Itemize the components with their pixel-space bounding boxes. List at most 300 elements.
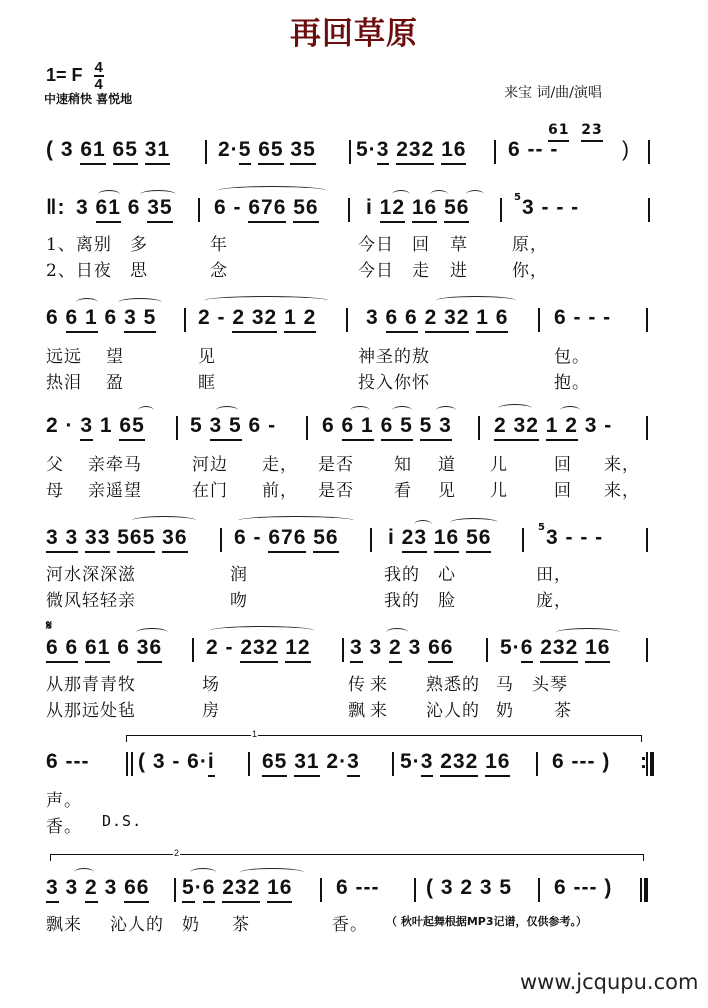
song-title: 再回草原 (290, 16, 418, 52)
lyric: 2、日夜 (46, 261, 112, 281)
measure: ( 3 2 3 5 (426, 876, 513, 899)
note-group: 232 (540, 636, 578, 663)
lyrics-line (46, 696, 572, 721)
barline (220, 528, 222, 552)
lyric: 香。 (46, 817, 82, 837)
barline (306, 416, 308, 440)
lyric: 前， (262, 481, 298, 501)
note-group: 2 (85, 876, 98, 903)
lyric: 沁人的 (110, 915, 164, 935)
lyrics-line (46, 586, 572, 611)
note-group: i (208, 750, 215, 777)
barline (500, 198, 502, 222)
note-group: 676 (248, 196, 286, 223)
note-group: 5 (239, 138, 252, 165)
lyric: 看 (394, 481, 412, 501)
volta-bracket-2 (50, 848, 644, 861)
note-group: 3 (377, 138, 390, 165)
watermark: www.jcqupu.com (520, 970, 699, 994)
measure (400, 750, 510, 774)
measure: 6 --- ) (552, 750, 611, 773)
measure (46, 414, 145, 438)
note-group: 56 (313, 526, 338, 553)
slur (190, 868, 216, 877)
slur (210, 626, 314, 635)
barline (648, 140, 650, 164)
barline (248, 752, 250, 776)
slur (350, 406, 370, 415)
note-group: 36 (137, 636, 162, 663)
note-group: 3 (401, 636, 429, 659)
note-group: 2 (389, 636, 402, 663)
note-group: · (194, 876, 203, 899)
lyric: 母 (46, 481, 64, 501)
lyric: 我的 (384, 591, 420, 611)
note-group: 3 5 (124, 306, 156, 333)
note-group: 232 (222, 876, 260, 903)
slur (556, 628, 620, 637)
time-numerator: 4 (94, 59, 103, 76)
note-group: 5· (500, 636, 521, 659)
lyric: 眶 (198, 373, 216, 393)
note-group: 16 (441, 138, 466, 165)
barline (192, 638, 194, 662)
slur (118, 298, 162, 307)
note-group: 3 5 (210, 414, 242, 441)
note-group: 6 6 (46, 636, 78, 663)
measure (46, 526, 188, 550)
barline (522, 528, 524, 552)
lyrics-line (46, 256, 548, 281)
staff-row-1 (0, 122, 708, 178)
note-group: 66 (428, 636, 453, 663)
measure (76, 196, 173, 220)
lyric: 吻 (230, 591, 248, 611)
note-group: 36 (162, 526, 187, 553)
note-group: 3 (97, 876, 125, 899)
lyric: 马 (496, 675, 514, 695)
lyric: 见 (438, 481, 456, 501)
slur (466, 190, 484, 199)
lyric: 奶 (182, 915, 200, 935)
lyric: 头琴 (532, 675, 568, 695)
lyric: 进 (450, 261, 468, 281)
slur (238, 516, 354, 525)
lyric: 是否 (318, 481, 354, 501)
measure (138, 750, 215, 774)
note-group: 565 (117, 526, 155, 553)
note-group: 3 (350, 636, 363, 663)
barline (205, 140, 207, 164)
slur (218, 186, 326, 195)
repeat-start-sign: ‖: (46, 196, 66, 219)
note-group: 65 (113, 138, 138, 165)
barline (176, 416, 178, 440)
note-group: ( 3 (46, 138, 81, 161)
note-group: 3 (80, 414, 93, 441)
lyric: 走， (262, 455, 298, 475)
note-group: 23 (402, 526, 427, 553)
barline (414, 878, 416, 902)
lyric: 微风轻轻亲 (46, 591, 136, 611)
lyric: 年 (210, 235, 228, 255)
measure (198, 306, 316, 330)
lyric: 房 (202, 701, 220, 721)
slur (450, 518, 498, 527)
barline (646, 308, 648, 332)
note-group: 2 - (198, 306, 233, 329)
volta-bracket-1 (126, 729, 642, 742)
note-group: 31 (145, 138, 170, 165)
slur (138, 406, 154, 415)
note-group: 232 (240, 636, 278, 663)
note-group: 16 (267, 876, 292, 903)
note-group: 6 1 (66, 306, 98, 333)
note-group: 5 3 (420, 414, 452, 441)
lyric: 儿 (490, 481, 508, 501)
staff-row-3 (0, 306, 708, 346)
close-paren: ) (622, 138, 630, 161)
barline (648, 198, 650, 222)
measure (190, 414, 276, 438)
note-group: 2 · (46, 414, 81, 437)
lyric: 亲牵马 (88, 455, 142, 475)
lyrics-line (46, 342, 590, 367)
measure (182, 876, 292, 900)
note-group: 61 (96, 196, 121, 223)
note-group: i (388, 526, 402, 549)
note-group: ( 3 - 6· (138, 750, 208, 773)
slur (204, 296, 328, 305)
measure (366, 306, 508, 330)
measure (214, 196, 319, 220)
barline (392, 752, 394, 776)
note-group: 3 3 (46, 526, 78, 553)
tempo-marking: 中速稍快 喜悦地 (44, 92, 133, 106)
lyric: 抱。 (554, 373, 590, 393)
lyric: 我的 (384, 565, 420, 585)
note-group: 3 (366, 306, 386, 329)
lyrics-line (46, 476, 640, 501)
lyric: 传 (348, 675, 366, 695)
slur (560, 406, 580, 415)
note-group: 56 (293, 196, 318, 223)
barline (198, 198, 200, 222)
lyrics-line (46, 230, 548, 255)
measure (388, 526, 491, 550)
lyric: 父 (46, 455, 64, 475)
slur (140, 190, 176, 199)
note-group: 3 (362, 636, 390, 659)
note-group: 12 (380, 196, 405, 223)
measure (350, 636, 453, 660)
lyric: 思 (130, 261, 148, 281)
barline (349, 140, 351, 164)
slur (392, 406, 412, 415)
lyric: 1、离别 (46, 235, 112, 255)
lyric: 今日 (358, 261, 394, 281)
note-group: 31 (294, 750, 319, 777)
volta-label: 2 (174, 848, 180, 858)
measure (500, 636, 610, 660)
lyric: 儿 (490, 455, 508, 475)
lyric: 是否 (318, 455, 354, 475)
note-group: 6 (521, 636, 534, 663)
slur (430, 190, 448, 199)
note-group: 3 (76, 196, 96, 219)
note-group: 2 32 (232, 306, 277, 333)
lyrics-line (46, 450, 640, 475)
note-group: 232 (440, 750, 478, 777)
slur (74, 868, 94, 877)
slur (498, 404, 532, 413)
note-group: 6 (120, 196, 148, 219)
final-barline (640, 878, 648, 902)
volta-label: 1 (252, 729, 258, 739)
lyric: 奶 (496, 701, 514, 721)
measure: 3 - - - (522, 196, 580, 219)
barline (348, 198, 350, 222)
repeat-end-dots: : (640, 750, 648, 773)
credit: 来宝 词/曲/演唱 (504, 85, 602, 101)
note-group: 5· (356, 138, 377, 161)
note-group: 1 2 (546, 414, 578, 441)
staff-row-7 (0, 750, 708, 790)
barline (346, 308, 348, 332)
barline (646, 416, 648, 440)
lyric: 盈 (106, 373, 124, 393)
note-group: 56 (444, 196, 469, 223)
lyric: 茶 (554, 701, 572, 721)
note-group: 3 (347, 750, 360, 777)
slur (98, 190, 120, 199)
lyric: 草 (450, 235, 468, 255)
note-group: 3 (421, 750, 434, 777)
lyric: 脸 (438, 591, 456, 611)
note-group: 65 (258, 138, 283, 165)
note-group: 6 (97, 306, 125, 329)
lyrics-line (46, 560, 572, 585)
measure: 6 --- ) (554, 876, 613, 899)
note-group: 12 (285, 636, 310, 663)
note-group: 6 -- - (508, 138, 559, 161)
note-group: 1 (93, 414, 120, 437)
staff-row-4 (0, 414, 708, 454)
note-group: 35 (147, 196, 172, 223)
lyric: 庞， (536, 591, 572, 611)
note-group: 16 (412, 196, 437, 223)
note-group: 1 6 (476, 306, 508, 333)
repeat-end-barline (646, 752, 654, 776)
lyric: 场 (202, 675, 220, 695)
slur (216, 406, 238, 415)
measure (46, 636, 162, 660)
slur (76, 298, 98, 307)
barline (538, 308, 540, 332)
lyric: 来 (370, 675, 388, 695)
note-group: 16 (485, 750, 510, 777)
lyric: 心 (438, 565, 456, 585)
measure: 6 --- (336, 876, 380, 899)
note-group: 2 32 (425, 306, 470, 333)
segno-sign: 𝄋 (46, 618, 54, 634)
note-group: 65 (119, 414, 144, 441)
grace-group: 61 (548, 122, 569, 142)
note-group: 2· (319, 750, 348, 773)
lyric: 念 (210, 261, 228, 281)
grace-note: 5 (538, 522, 546, 533)
lyric: 河边 (192, 455, 228, 475)
slur (132, 516, 196, 525)
measure (46, 138, 170, 162)
note-group: 232 (396, 138, 434, 165)
grace-group: 23 (581, 122, 602, 142)
lyric: 来， (604, 455, 640, 475)
lyric: 道 (438, 455, 456, 475)
lyric: 田， (536, 565, 572, 585)
note-group: 1 2 (284, 306, 316, 333)
slur (392, 190, 410, 199)
lyric: 从那远处毡 (46, 701, 136, 721)
note-group: 6 (110, 636, 137, 659)
lyric: 回 (554, 481, 572, 501)
lyric: 从那青青牧 (46, 675, 136, 695)
note-group: 33 (85, 526, 110, 553)
note-group: 6 6 (386, 306, 418, 333)
lyric: 今日 (358, 235, 394, 255)
lyric: 远远 (46, 347, 82, 367)
lyric: 原， (512, 235, 548, 255)
lyric: 熟悉的 (426, 675, 480, 695)
measure (46, 876, 149, 900)
note-group: 5· (400, 750, 421, 773)
note-group: 2 32 (494, 414, 539, 441)
time-denominator: 4 (94, 76, 103, 93)
barline (486, 638, 488, 662)
barline (184, 308, 186, 332)
time-signature (94, 60, 104, 92)
measure: 6 --- (46, 750, 90, 773)
lyric: 香。 (332, 915, 368, 935)
lyric: 润 (230, 565, 248, 585)
measure (46, 306, 156, 330)
barline (538, 878, 540, 902)
slur (240, 868, 304, 877)
measure (234, 526, 339, 550)
note-group: 56 (466, 526, 491, 553)
slur (136, 628, 168, 637)
note-group: 61 (80, 138, 105, 165)
lyric: 神圣的敖 (358, 347, 430, 367)
lyrics-line (46, 368, 590, 393)
dal-segno-marking: D.S. (102, 812, 143, 830)
note-group: 16 (434, 526, 459, 553)
lyric: 见 (198, 347, 216, 367)
measure (262, 750, 360, 774)
lyric: 茶 (232, 915, 250, 935)
lyrics-line (46, 910, 368, 935)
note-group: 66 (124, 876, 149, 903)
slur (414, 520, 432, 529)
lyric: 来， (604, 481, 640, 501)
barline (174, 878, 176, 902)
slur (386, 628, 408, 637)
note-group: 676 (268, 526, 306, 553)
note-group: 6 1 (342, 414, 374, 441)
note-group: 5 (190, 414, 210, 437)
lyric: 多 (130, 235, 148, 255)
note-group: 6 - (241, 414, 277, 437)
slur (436, 406, 456, 415)
grace-notes (548, 122, 603, 138)
lyrics-line (46, 812, 143, 837)
note-group: 2 - (206, 636, 241, 659)
lyric: 回 (554, 455, 572, 475)
barline (646, 528, 648, 552)
lyric: 沁人的 (426, 701, 480, 721)
note-group: 3 - (577, 414, 613, 437)
grace-note: 5 (514, 192, 522, 203)
note-group: 35 (290, 138, 315, 165)
note-group: 6 (322, 414, 342, 437)
note-group: 3 (46, 876, 59, 903)
lyric: 在门 (192, 481, 228, 501)
lyric: 知 (394, 455, 412, 475)
lyric: 回 (412, 235, 430, 255)
note-group: 16 (585, 636, 610, 663)
note-group: 2· (218, 138, 239, 161)
slur (436, 296, 516, 305)
lyric: 包。 (554, 347, 590, 367)
barline (494, 140, 496, 164)
lyric: 望 (106, 347, 124, 367)
note-group: 3 (58, 876, 86, 899)
note-group: i (366, 196, 380, 219)
note-group: 6 - (234, 526, 269, 549)
measure: 3 - - - (546, 526, 604, 549)
note-group: 6 (46, 306, 66, 329)
measure (356, 138, 466, 162)
barline (370, 528, 372, 552)
lyric: 走 (412, 261, 430, 281)
measure (494, 414, 612, 438)
lyric: 亲遥望 (88, 481, 142, 501)
measure (218, 138, 316, 162)
key-signature (46, 60, 104, 92)
note-group: 6 5 (381, 414, 413, 441)
barline (320, 878, 322, 902)
lyric: 飘来 (46, 915, 82, 935)
measure (366, 196, 469, 220)
lyrics-line (46, 670, 568, 695)
measure (322, 414, 452, 438)
note-group: 6 - (214, 196, 249, 219)
measure (206, 636, 311, 660)
transcription-note: （ 秋叶起舞根据MP3记谱，仅供参考。） (386, 915, 587, 928)
barline (478, 416, 480, 440)
lyrics-line: 声。 (46, 791, 82, 811)
note-group: 61 (85, 636, 110, 663)
lyric: 河水深深滋 (46, 565, 136, 585)
key-label: 1= F (46, 64, 83, 85)
barline (536, 752, 538, 776)
double-barline (126, 752, 133, 776)
barline (342, 638, 344, 662)
lyric: 你， (512, 261, 548, 281)
lyric: 来 (370, 701, 388, 721)
measure: 6 - - - (554, 306, 612, 329)
note-group: 65 (262, 750, 287, 777)
